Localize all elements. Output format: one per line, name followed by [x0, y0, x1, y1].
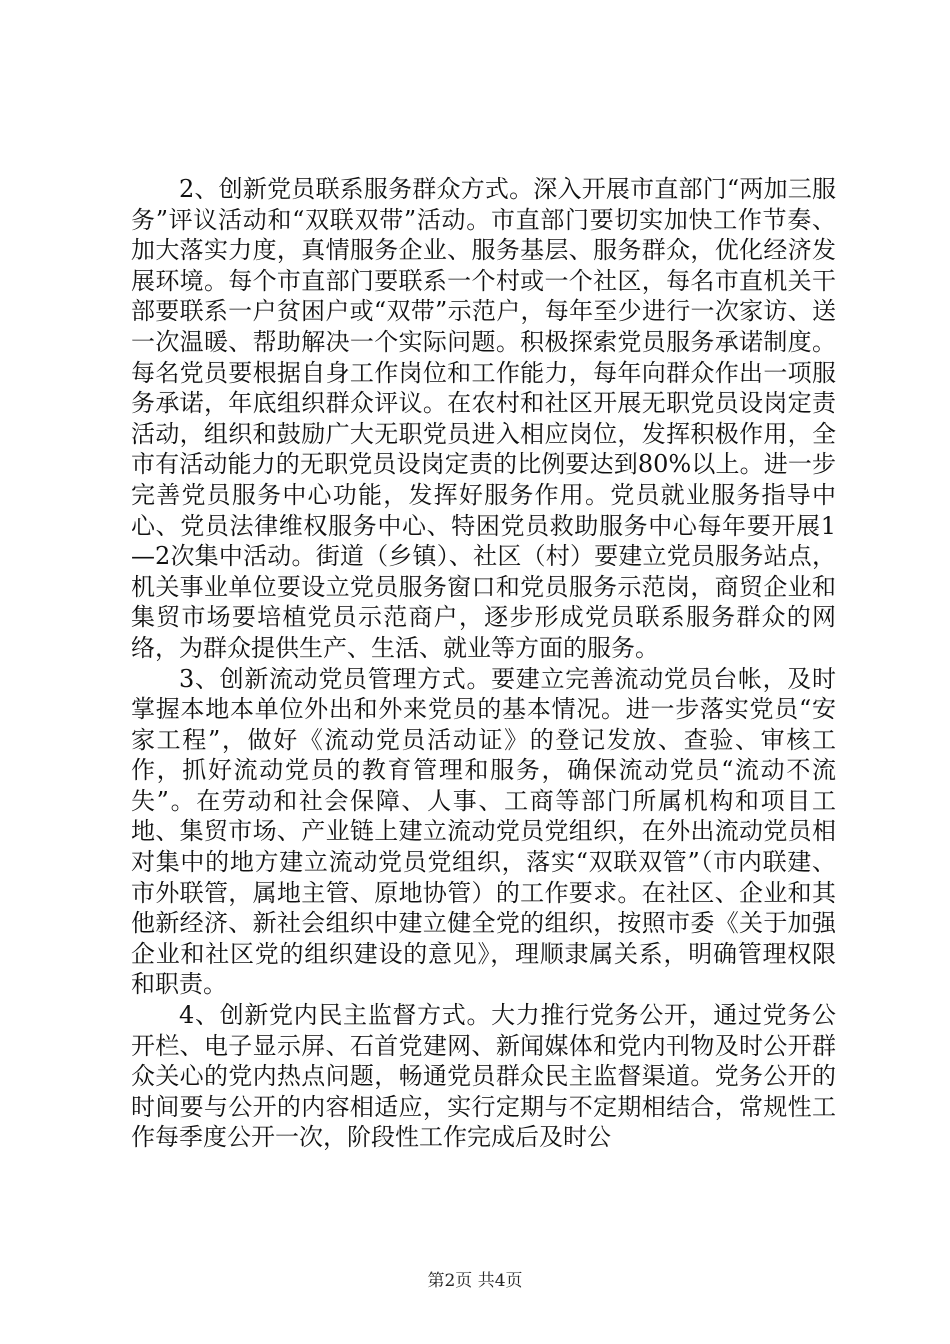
paragraph-3: 3、创新流动党员管理方式。要建立完善流动党员台帐，及时掌握本地本单位外出和外来党员的基本情况。进一步落实党员“安家工程”，做好《流动党员活动证》的登记发放、查验、审核工作，抓好流动党员的教育管理和服务，确保流动党员“流动不流失”。在劳动和社会保障、人事、工商等部门所属机构和项目工地、集贸市场、产业链上建立流动党员党组织，在外出流动党员相对集中的地方建立流动党员党组织，落实“双联双管”（市内联建、市外联管，属地主管、原地协管）的工作要求。在社区、企业和其他新经济、新社会组织中建立健全党的组织，按照市委《关于加强企业和社区党的组织建设的意见》，理顺隶属关系，明确管理权限和职责。	[131, 664, 836, 999]
paragraph-2: 2、创新党员联系服务群众方式。深入开展市直部门“两加三服务”评议活动和“双联双带”活动。市直部门要切实加快工作节奏、加大落实力度，真情服务企业、服务基层、服务群众，优化经济发展环境。每个市直部门要联系一个村或一个社区，每名市直机关干部要联系一户贫困户或“双带”示范户，每年至少进行一次家访、送一次温暖、帮助解决一个实际问题。积极探索党员服务承诺制度。每名党员要根据自身工作岗位和工作能力，每年向群众作出一项服务承诺，年底组织群众评议。在农村和社区开展无职党员设岗定责活动，组织和鼓励广大无职党员进入相应岗位，发挥积极作用，全市有活动能力的无职党员设岗定责的比例要达到80%以上。进一步完善党员服务中心功能，发挥好服务作用。党员就业服务指导中心、党员法律维权服务中心、特困党员救助服务中心每年要开展1—2次集中活动。街道（乡镇）、社区（村）要建立党员服务站点，机关事业单位要设立党员服务窗口和党员服务示范岗，商贸企业和集贸市场要培植党员示范商户，逐步形成党员联系服务群众的网络，为群众提供生产、生活、就业等方面的服务。	[131, 175, 836, 662]
paragraph-4: 4、创新党内民主监督方式。大力推行党务公开，通过党务公开栏、电子显示屏、石首党建网、新闻媒体和党内刊物及时公开群众关心的党内热点问题，畅通党员群众民主监督渠道。党务公开的时间要与公开的内容相适应，实行定期与不定期相结合，常规性工作每季度公开一次，阶段性工作完成后及时公	[131, 1001, 836, 1152]
body-text	[131, 174, 836, 1153]
page-footer: 第2页 共4页	[427, 1271, 523, 1291]
